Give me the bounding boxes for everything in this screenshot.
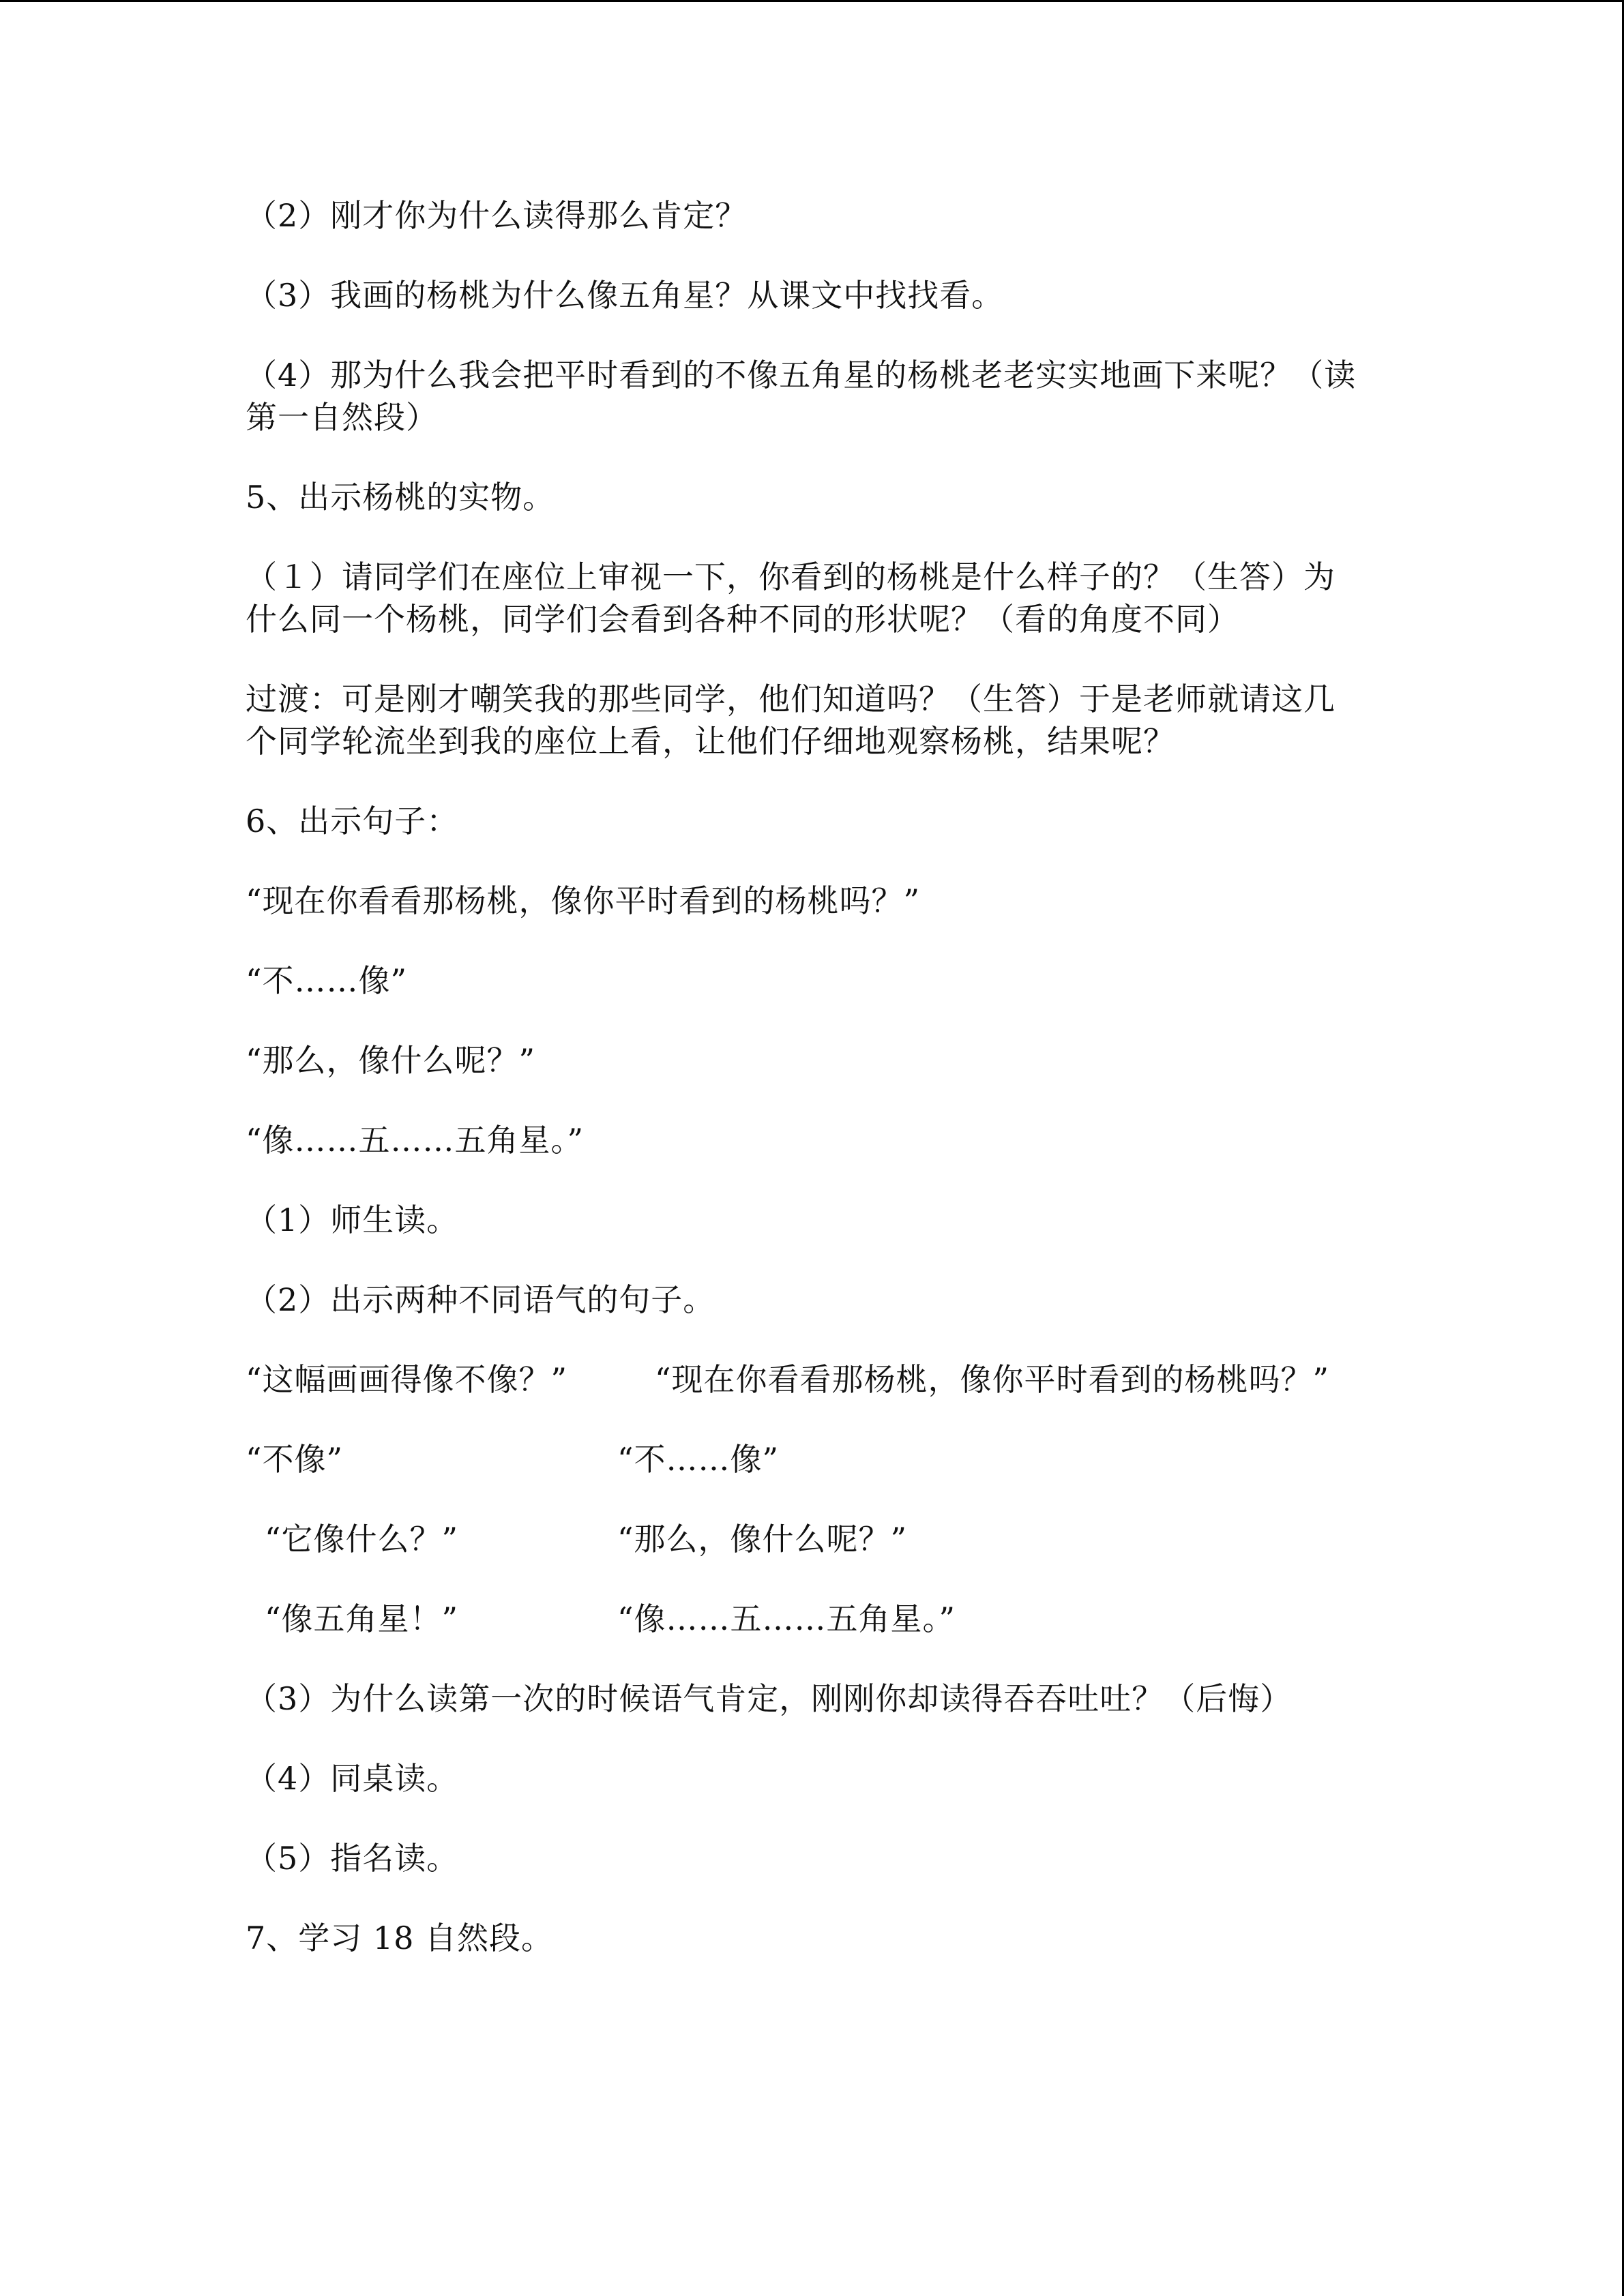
comparison-row <box>246 1438 1378 1480</box>
quote-line-3: “那么，像什么呢？” <box>246 1042 536 1079</box>
step-6-item-4: （4）同桌读。 <box>246 1760 459 1797</box>
transition-paragraph: 过渡：可是刚才嘲笑我的那些同学，他们知道吗？（生答）于是老师就请这几 个同学轮流坐到我的座位上看，让他们仔细地观察杨桃，结果呢？ <box>246 681 1335 760</box>
step-6-item-2: （2）出示两种不同语气的句子。 <box>246 1281 715 1318</box>
question-2: （2）刚才你为什么读得那么肯定？ <box>246 197 748 234</box>
step-5-heading: 5、出示杨桃的实物。 <box>246 479 555 516</box>
comparison-row <box>246 1358 1378 1401</box>
document-body <box>246 194 1378 1997</box>
step-6-item-5: （5）指名读。 <box>246 1840 459 1877</box>
step-5-question-1: （１）请同学们在座位上审视一下，你看到的杨桃是什么样子的？（生答）为 什么同一个杨桃，同学们会看到各种不同的形状呢？（看的角度不同） <box>246 558 1335 638</box>
tone-comparison <box>246 1358 1378 1640</box>
comparison-right: “像……五……五角星。” <box>617 1600 956 1637</box>
question-3: （3）我画的杨桃为什么像五角星？从课文中找找看。 <box>246 277 1004 314</box>
comparison-right: “不……像” <box>617 1441 780 1478</box>
comparison-right: “现在你看看那杨桃，像你平时看到的杨桃吗？” <box>655 1361 1330 1398</box>
quote-line-1: “现在你看看那杨桃，像你平时看到的杨桃吗？” <box>246 882 921 919</box>
step-6-item-1: （1）师生读。 <box>246 1202 459 1238</box>
step-7-heading: 7、学习 18 自然段。 <box>246 1920 554 1956</box>
comparison-row <box>246 1518 1378 1560</box>
question-4: （4）那为什么我会把平时看到的不像五角星的杨桃老老实实地画下来呢？（读 第一自然段） <box>246 357 1357 436</box>
step-6-heading: 6、出示句子： <box>246 803 459 839</box>
quote-line-2: “不……像” <box>246 962 408 999</box>
quote-line-4: “像……五……五角星。” <box>246 1122 585 1159</box>
comparison-left: “像五角星！” <box>265 1600 459 1637</box>
comparison-left: “这幅画画得像不像？” <box>246 1361 568 1398</box>
comparison-row <box>246 1598 1378 1640</box>
step-6-item-3: （3）为什么读第一次的时候语气肯定，刚刚你却读得吞吞吐吐？（后悔） <box>246 1680 1293 1717</box>
comparison-right: “那么，像什么呢？” <box>617 1521 908 1557</box>
comparison-left: “不像” <box>246 1441 344 1478</box>
comparison-left: “它像什么？” <box>265 1521 459 1557</box>
page-border-top <box>0 0 1624 2</box>
